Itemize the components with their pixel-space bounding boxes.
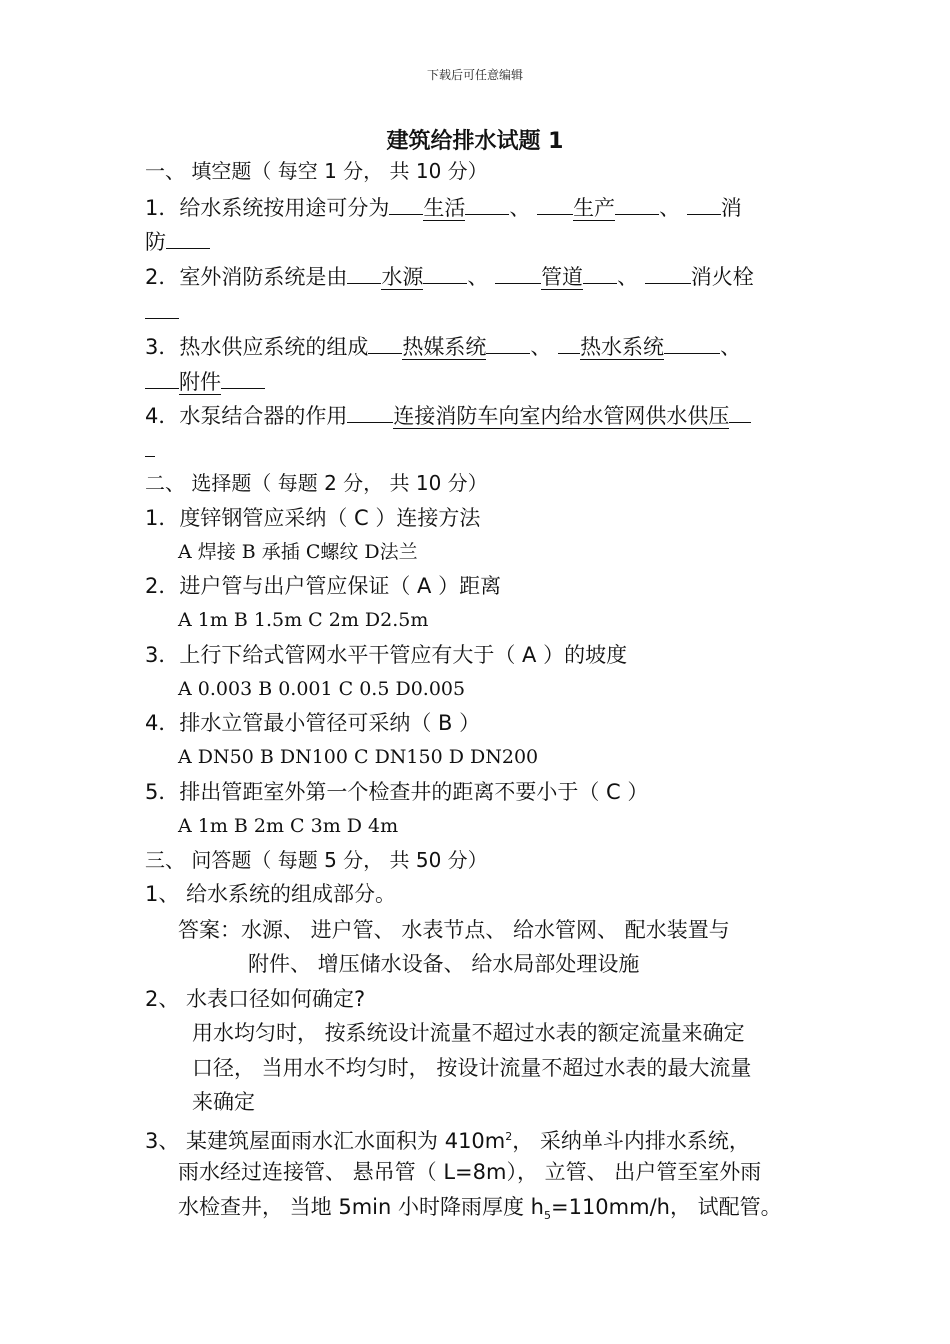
fill-question-2-cont	[145, 296, 179, 326]
fill-question-4-cont	[145, 434, 155, 464]
page-header: 下载后可任意编辑	[426, 68, 523, 82]
choice-question-5: 5．排出管距室外第一个检查井的距离不要小于（ C ）	[145, 780, 649, 804]
qa-answer-2-line-2: 口径， 当用水不均匀时， 按设计流量不超过水表的最大流量	[192, 1056, 752, 1080]
choice-question-2: 2．进户管与出户管应保证（ A ）距离	[145, 574, 502, 598]
qa-answer-1-line-2: 附件、 增压储水设备、 给水局部处理设施	[248, 952, 640, 976]
fill-question-4: 4．水泵结合器的作用 连接消防车向室内给水管网供水供压	[145, 400, 751, 430]
qa-question-2: 2、 水表口径如何确定?	[145, 987, 366, 1011]
qa-answer-2-line-1: 用水均匀时， 按系统设计流量不超过水表的额定流量来确定	[192, 1021, 745, 1045]
choice-question-4: 4．排水立管最小管径可采纳（ B ）	[145, 711, 481, 735]
choice-options-1: A 焊接 B 承插 C螺纹 D法兰	[178, 541, 418, 563]
choice-options-5: A 1m B 2m C 3m D 4m	[178, 815, 399, 837]
qa-question-3-line-1: 3、 某建筑屋面雨水汇水面积为 $410m^2$， 采纳单斗内排水系统，	[145, 1129, 750, 1153]
qa-answer-2-line-3: 来确定	[192, 1090, 255, 1114]
fill-question-1-cont: 防	[145, 226, 210, 256]
qa-answer-1-line-1: 答案：水源、 进户管、 水表节点、 给水管网、 配水装置与	[178, 918, 730, 942]
fill-question-3: 3．热水供应系统的组成 热媒系统 、 热水系统 、	[145, 331, 741, 361]
qa-question-1: 1、 给水系统的组成部分。	[145, 882, 397, 906]
section-fill-blank: 一、 填空题（ 每空 1 分， 共 10 分）	[145, 159, 488, 183]
fill-question-3-cont: 附件	[145, 366, 265, 396]
section-qa: 三、 问答题（ 每题 5 分， 共 50 分）	[145, 848, 488, 872]
choice-question-3: 3．上行下给式管网水平干管应有大于（ A ）的坡度	[145, 643, 628, 667]
choice-options-4: A DN50 B DN100 C DN150 D DN200	[178, 746, 539, 768]
qa-question-3-line-3: 水检查井， 当地 5min 小时降雨厚度 $h_5=110mm/h$， 试配管。	[178, 1195, 782, 1223]
fill-question-2: 2．室外消防系统是由 水源 、 管道 、 消火栓	[145, 261, 754, 291]
choice-question-1: 1．度锌钢管应采纳（ C ）连接方法	[145, 506, 481, 530]
choice-options-2: A 1m B 1.5m C 2m D2.5m	[178, 609, 429, 631]
choice-options-3: A 0.003 B 0.001 C 0.5 D0.005	[178, 678, 466, 700]
qa-question-3-line-2: 雨水经过连接管、 悬吊管（ L=8m）， 立管、 出户管至室外雨	[178, 1160, 762, 1184]
fill-question-1: 1．给水系统按用途可分为 生活 、 生产 、 消	[145, 192, 742, 222]
section-choice: 二、 选择题（ 每题 2 分， 共 10 分）	[145, 471, 488, 495]
page-title: 建筑给排水试题 1	[386, 129, 564, 154]
